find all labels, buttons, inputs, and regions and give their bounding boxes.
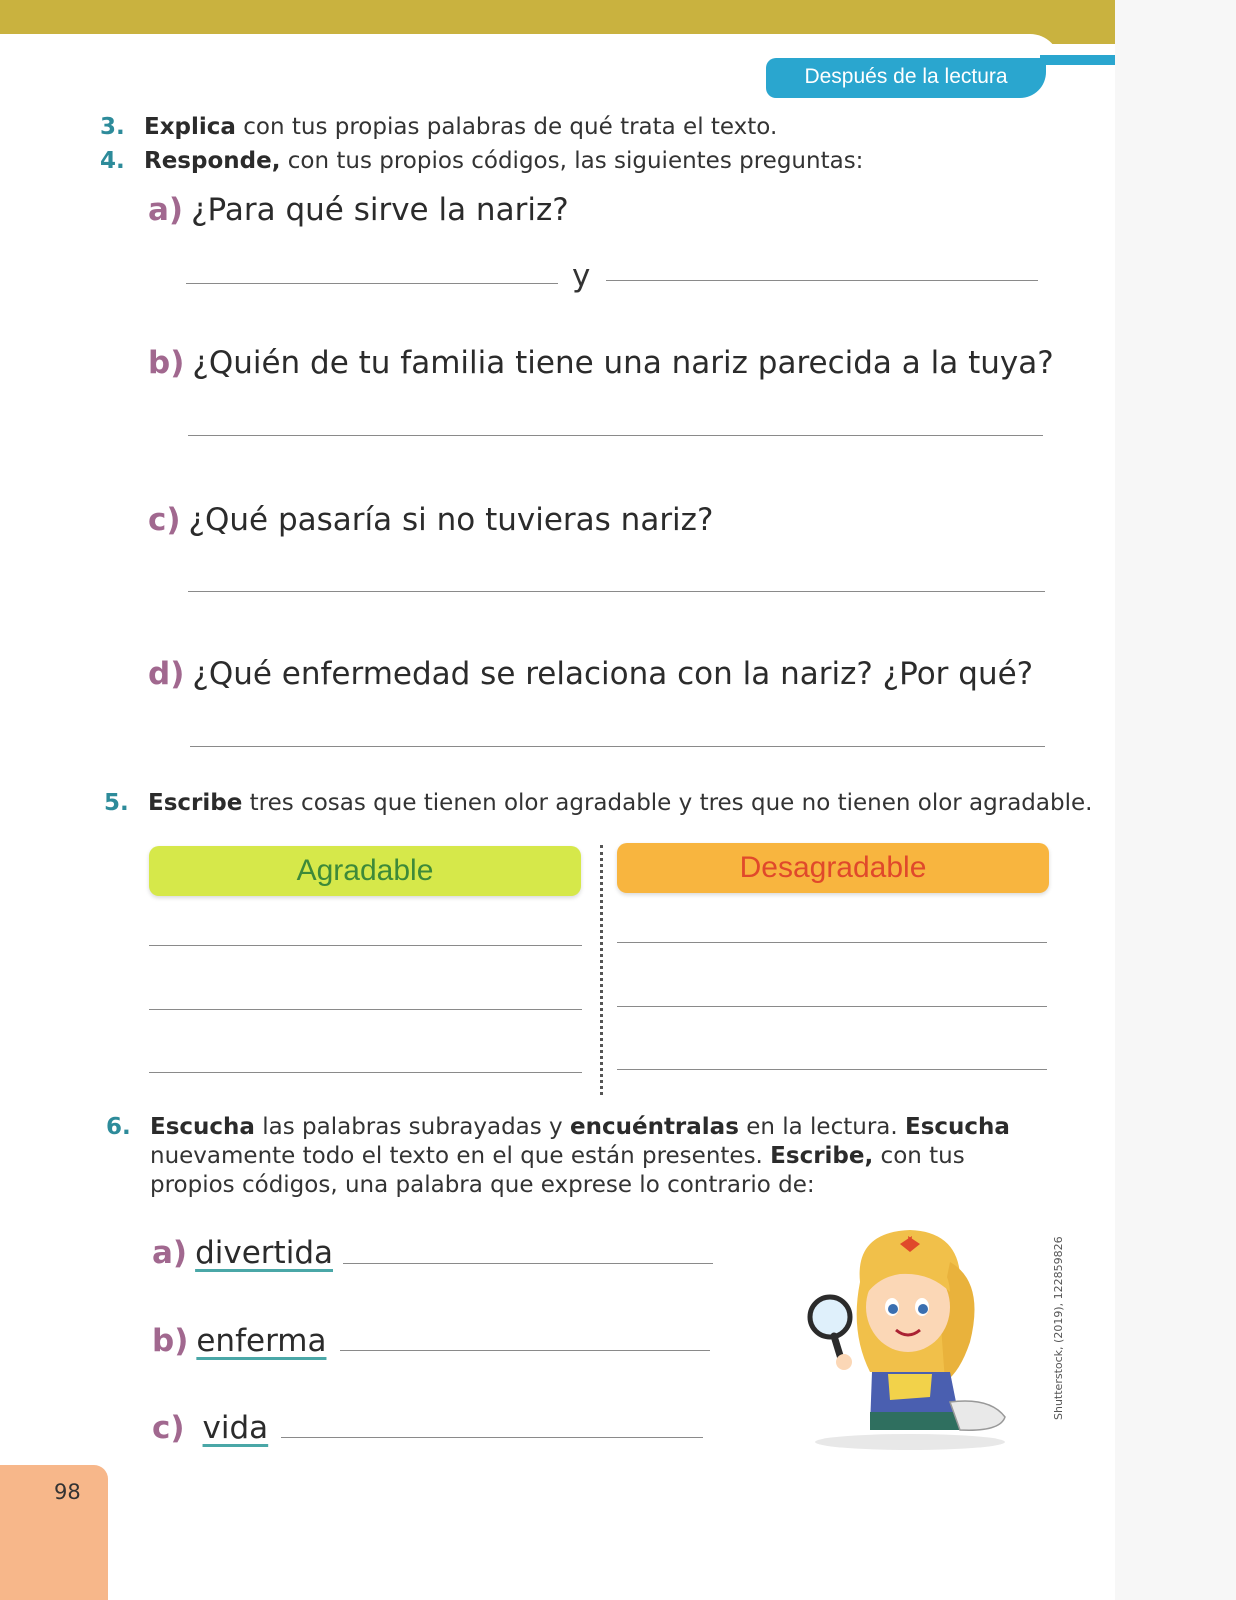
answer-line[interactable]	[281, 1437, 703, 1438]
question-text: con tus propios códigos, las siguientes preguntas:	[280, 148, 864, 174]
question-number: 6.	[106, 1114, 131, 1140]
sub-question-text: ¿Qué enfermedad se relaciona con la nariz? ¿Por qué?	[192, 656, 1034, 692]
page-edge	[1115, 0, 1236, 1600]
teal-accent-band	[1040, 55, 1115, 65]
desagradable-header: Desagradable	[617, 843, 1049, 893]
sub-question-letter: b)	[148, 345, 185, 381]
opposite-letter: c)	[152, 1410, 185, 1446]
sub-question-c	[148, 500, 713, 540]
agradable-line-3[interactable]	[149, 1072, 582, 1073]
desagradable-line-1[interactable]	[617, 942, 1047, 943]
sub-question-text: ¿Qué pasaría si no tuvieras nariz?	[188, 502, 714, 538]
question-verb: Explica	[144, 114, 236, 140]
sub-question-text: ¿Para qué sirve la nariz?	[191, 192, 569, 228]
question-verb: Escribe,	[770, 1143, 874, 1169]
question-verb: encuéntralas	[569, 1114, 739, 1140]
answer-line[interactable]	[188, 435, 1043, 436]
underlined-word: vida	[202, 1410, 269, 1446]
question-text: las palabras subrayadas y	[254, 1114, 570, 1140]
answer-separator: y	[572, 258, 591, 294]
question-text: con tus propios códigos, una palabra que exprese lo contrario de:	[150, 1143, 965, 1198]
desagradable-line-3[interactable]	[617, 1069, 1047, 1070]
sub-question-text: ¿Quién de tu familia tiene una nariz parecida a la tuya?	[192, 345, 1054, 381]
question-verb: Escucha	[150, 1114, 255, 1140]
question-3	[100, 112, 777, 142]
answer-line[interactable]	[606, 280, 1038, 281]
page-number: 98	[54, 1480, 81, 1504]
question-verb: Escribe	[148, 790, 243, 816]
sub-question-letter: d)	[148, 656, 185, 692]
question-text: nuevamente todo el texto en el que están presentes.	[150, 1143, 771, 1169]
underlined-word: enferma	[196, 1323, 327, 1359]
opposite-item-b	[152, 1321, 326, 1361]
sub-question-d	[148, 654, 1033, 694]
girl-with-magnifying-glass-icon	[800, 1222, 1015, 1452]
question-verb: Escucha	[905, 1114, 1010, 1140]
question-4	[100, 146, 863, 176]
sub-question-a	[148, 190, 569, 230]
question-number: 3.	[100, 114, 125, 140]
opposite-item-a	[152, 1233, 333, 1273]
agradable-line-2[interactable]	[149, 1009, 582, 1010]
sub-question-letter: c)	[148, 502, 181, 538]
opposite-item-c	[152, 1408, 268, 1448]
answer-line[interactable]	[188, 591, 1045, 592]
underlined-word: divertida	[195, 1235, 333, 1271]
section-tab: Después de la lectura	[766, 58, 1046, 98]
answer-line[interactable]	[186, 283, 558, 284]
question-6	[106, 1113, 1046, 1203]
agradable-line-1[interactable]	[149, 945, 582, 946]
question-number: 5.	[104, 790, 129, 816]
question-verb: Responde,	[144, 148, 281, 174]
column-divider	[600, 845, 603, 1095]
image-credit: Shutterstock, (2019), 122859826	[1052, 1236, 1065, 1420]
question-text: tres cosas que tienen olor agradable y tres que no tienen olor agradable.	[242, 790, 1093, 816]
sub-question-letter: a)	[148, 192, 184, 228]
question-text: en la lectura.	[738, 1114, 905, 1140]
answer-line[interactable]	[340, 1350, 710, 1351]
opposite-letter: a)	[152, 1235, 188, 1271]
opposite-letter: b)	[152, 1323, 189, 1359]
desagradable-line-2[interactable]	[617, 1006, 1047, 1007]
agradable-header: Agradable	[149, 846, 581, 896]
question-text: con tus propias palabras de qué trata el texto.	[235, 114, 778, 140]
sub-question-b	[148, 343, 1054, 383]
answer-line[interactable]	[190, 746, 1045, 747]
question-number: 4.	[100, 148, 125, 174]
answer-line[interactable]	[343, 1263, 713, 1264]
question-5	[104, 788, 1092, 818]
